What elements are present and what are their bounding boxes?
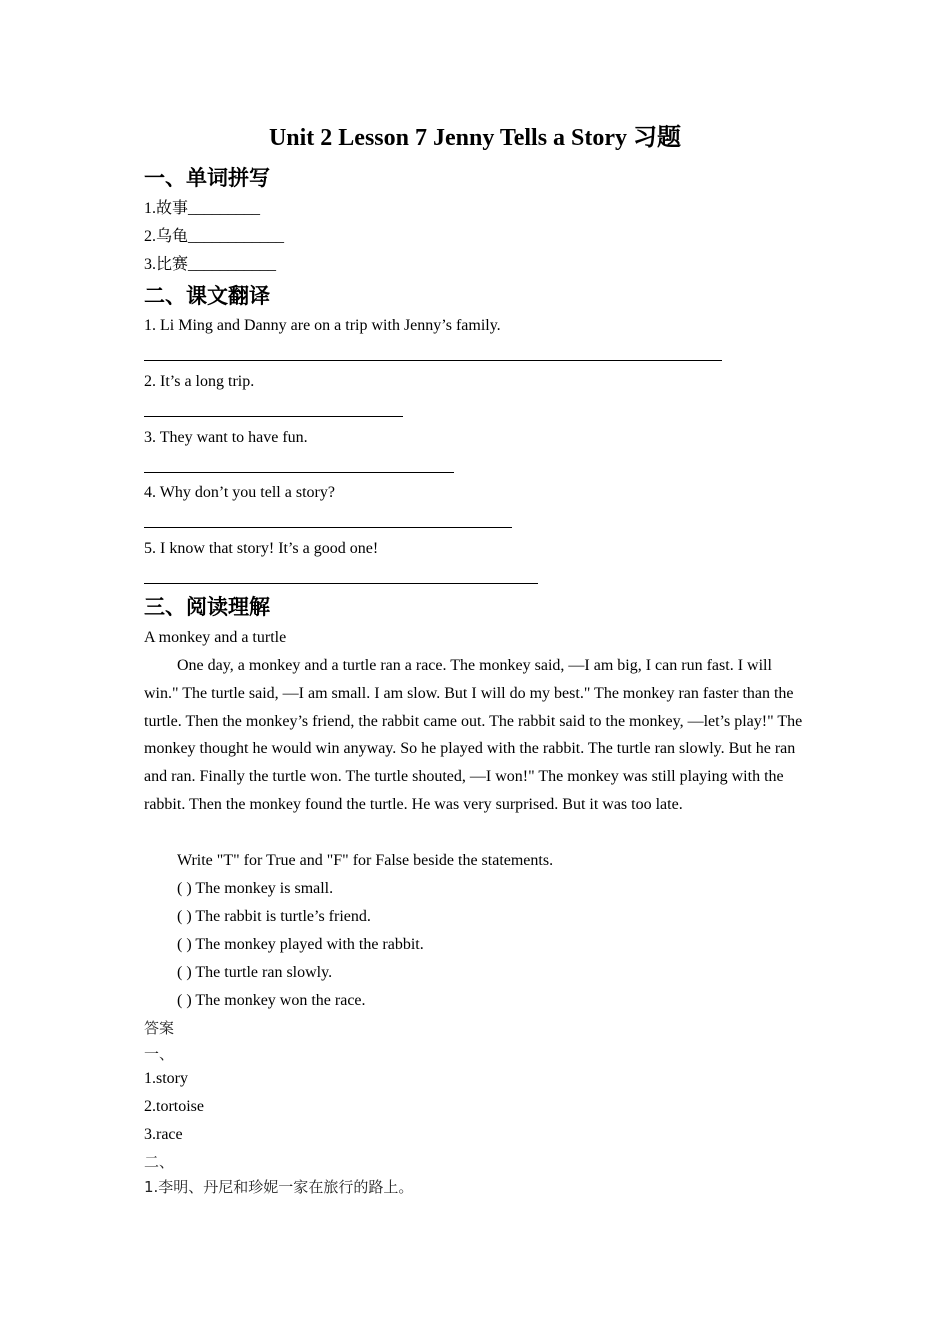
- spelling-item: 3.比赛___________: [144, 256, 277, 273]
- answer-blank-line: [144, 416, 403, 417]
- answer-item: 2.tortoise: [144, 1098, 204, 1115]
- tf-statement: ( ) The monkey won the race.: [177, 992, 366, 1009]
- answer-item: 1.story: [144, 1070, 188, 1087]
- tf-statement: ( ) The monkey is small.: [177, 880, 334, 897]
- section-heading-translation: 二、课文翻译: [144, 284, 270, 308]
- answers-part2-label: 二、: [144, 1153, 175, 1171]
- section-heading-spelling: 一、单词拼写: [144, 166, 270, 190]
- tf-statement: ( ) The rabbit is turtle’s friend.: [177, 908, 371, 925]
- answer-blank-line: [144, 583, 538, 584]
- answers-label: 答案: [144, 1019, 175, 1037]
- section-heading-reading: 三、阅读理解: [144, 595, 270, 619]
- translation-sentence: 3. They want to have fun.: [144, 429, 308, 446]
- translation-sentence: 4. Why don’t you tell a story?: [144, 484, 335, 501]
- tf-statement: ( ) The monkey played with the rabbit.: [177, 936, 424, 953]
- answer-blank-line: [144, 360, 722, 361]
- instruction: Write "T" for True and "F" for False beside the statements.: [177, 852, 554, 869]
- spelling-item: 2.乌龟____________: [144, 228, 285, 245]
- story-paragraph: One day, a monkey and a turtle ran a race. The monkey said, —I am big, I can run fast. I will win." The turtle said, —I am small. I am slow. But I will do my best." The monkey ran faster than the turtle. Then the monkey’s friend, the rabbit came out. The rabbit said to the monkey, —let’s play!" The monkey thought he would win anyway. So he played with the rabbit. The turtle ran slowly. But he ran and ran. Finally the turtle won. The turtle shouted, —I won!" The monkey was still playing with the rabbit. Then the monkey found the turtle. He was very surprised. But it was too late.: [144, 657, 803, 813]
- spelling-item: 1.故事_________: [144, 200, 261, 217]
- translation-sentence: 1. Li Ming and Danny are on a trip with Jenny’s family.: [144, 317, 501, 334]
- page-title: Unit 2 Lesson 7 Jenny Tells a Story 习题: [268, 125, 682, 151]
- answer-item: 1.李明、丹尼和珍妮一家在旅行的路上。: [144, 1178, 414, 1196]
- answer-item: 3.race: [144, 1126, 183, 1143]
- answer-blank-line: [144, 472, 454, 473]
- answer-blank-line: [144, 527, 512, 528]
- tf-statement: ( ) The turtle ran slowly.: [177, 964, 333, 981]
- story-title: A monkey and a turtle: [144, 629, 287, 646]
- answers-part1-label: 一、: [144, 1045, 175, 1063]
- translation-sentence: 5. I know that story! It’s a good one!: [144, 540, 379, 557]
- translation-sentence: 2. It’s a long trip.: [144, 373, 255, 390]
